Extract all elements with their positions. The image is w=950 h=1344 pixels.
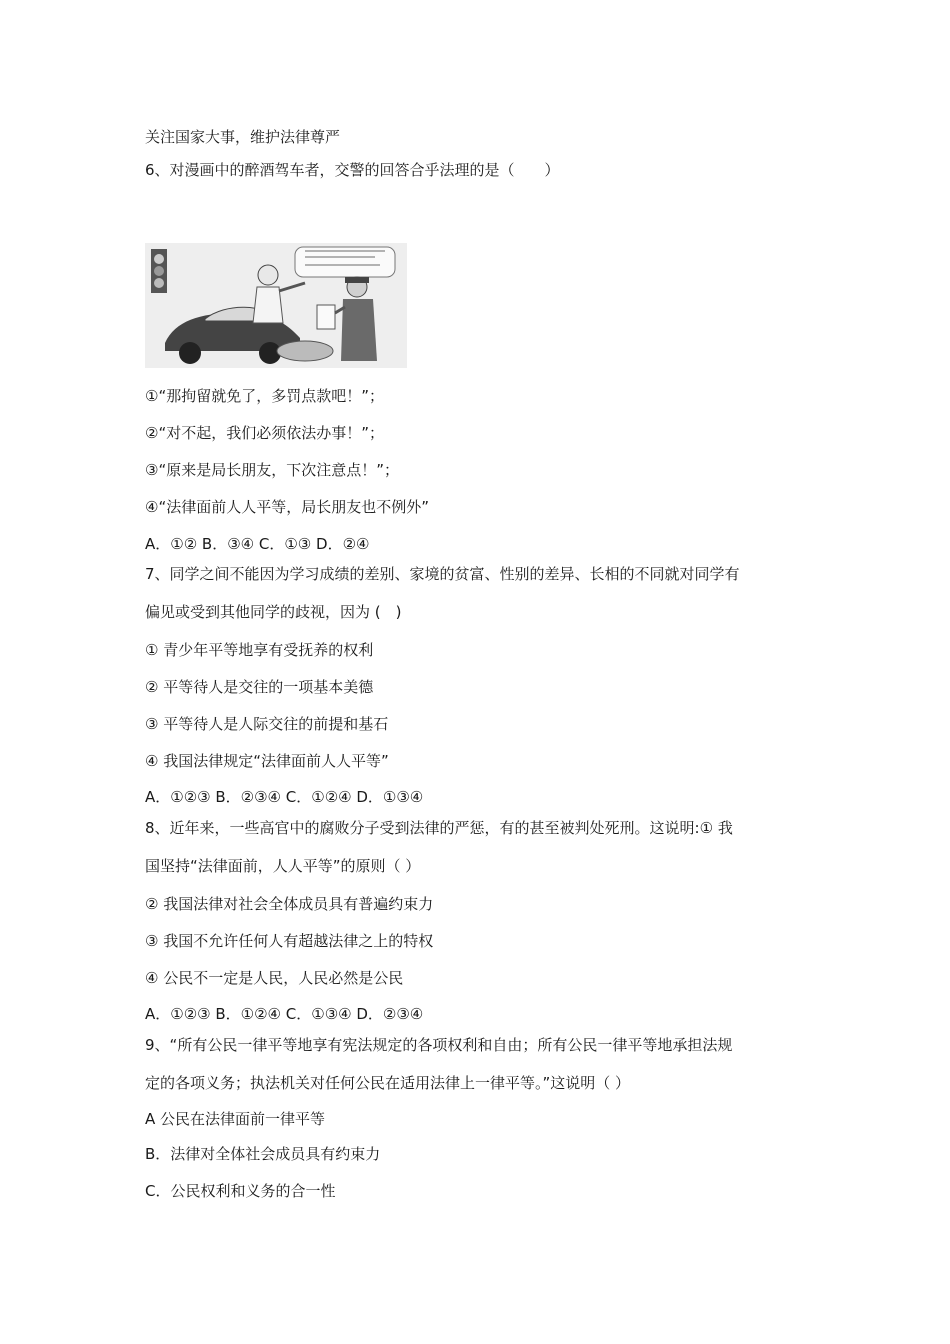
- question-6-stem: 6、对漫画中的醉酒驾车者，交警的回答合乎法理的是（ ）: [145, 161, 560, 179]
- question-9-stem-cont: 定的各项义务；执法机关对任何公民在适用法律上一律平等。”这说明（ ）: [145, 1074, 631, 1092]
- question-7-stem-cont: 偏见或受到其他同学的歧视，因为 ( ): [145, 603, 402, 621]
- option-item: ②“对不起，我们必须依法办事！”；: [145, 424, 384, 442]
- option-item: ④“法律面前人人平等，局长朋友也不例外”: [145, 498, 429, 516]
- option-item: A 公民在法律面前一律平等: [145, 1110, 326, 1128]
- option-item: C．公民权利和义务的合一性: [145, 1182, 336, 1200]
- option-item: ③“原来是局长朋友，下次注意点！”；: [145, 461, 399, 479]
- question-7-stem: 7、同学之间不能因为学习成绩的差别、家境的贫富、性别的差异、长相的不同就对同学有: [145, 565, 740, 583]
- option-item: ② 平等待人是交往的一项基本美德: [145, 678, 374, 696]
- answer-choices: A．①②③ B．②③④ C．①②④ D．①③④: [145, 788, 424, 806]
- option-item: ③ 平等待人是人际交往的前提和基石: [145, 715, 389, 733]
- option-item: ③ 我国不允许任何人有超越法律之上的特权: [145, 932, 434, 950]
- option-item: ④ 我国法律规定“法律面前人人平等”: [145, 752, 389, 770]
- option-item: ① 青少年平等地享有受抚养的权利: [145, 641, 374, 659]
- option-item: ④ 公民不一定是人民，人民必然是公民: [145, 969, 404, 987]
- question-8-stem: 8、近年来，一些高官中的腐败分子受到法律的严惩，有的甚至被判处死刑。这说明:① 我: [145, 819, 733, 837]
- option-item: B．法律对全体社会成员具有约束力: [145, 1145, 381, 1163]
- option-item: ② 我国法律对社会全体成员具有普遍约束力: [145, 895, 434, 913]
- question-8-stem-cont: 国坚持“法律面前，人人平等”的原则（ ）: [145, 857, 421, 875]
- answer-choices: A．①② B．③④ C．①③ D．②④: [145, 535, 370, 553]
- text-line: 关注国家大事，维护法律尊严: [145, 128, 341, 146]
- question-9-stem: 9、“所有公民一律平等地享有宪法规定的各项权利和自由；所有公民一律平等地承担法规: [145, 1036, 733, 1054]
- cartoon-image: [145, 243, 407, 368]
- option-item: ①“那拘留就免了，多罚点款吧！”；: [145, 387, 384, 405]
- answer-choices: A．①②③ B．①②④ C．①③④ D．②③④: [145, 1005, 424, 1023]
